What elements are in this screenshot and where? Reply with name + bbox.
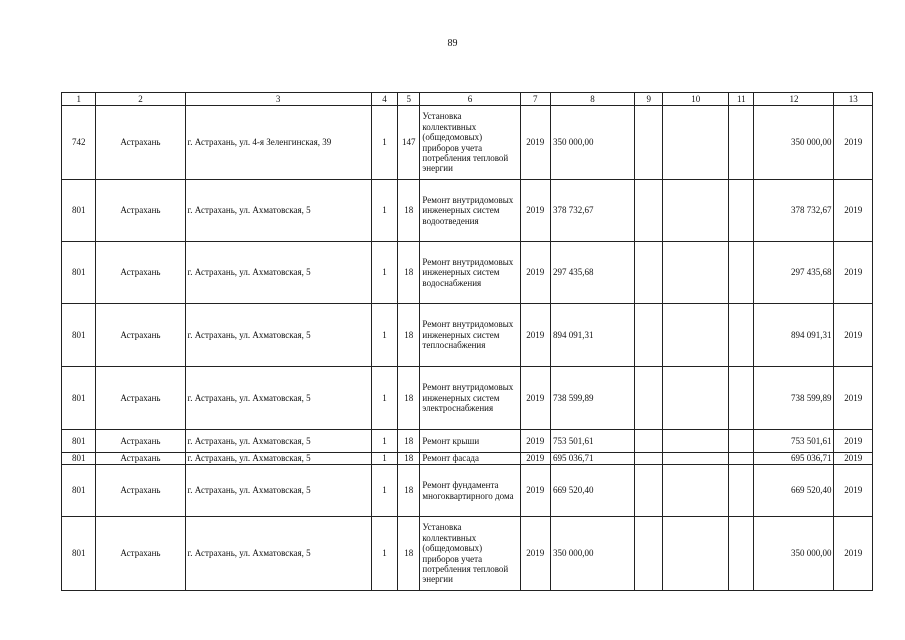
cost-cell: 350 000,00 <box>550 106 634 180</box>
work-type-cell: Ремонт внутридомовых инженерных систем водоотведения <box>420 180 520 242</box>
address-cell: г. Астрахань, ул. Ахматовская, 5 <box>185 180 371 242</box>
work-type-cell: Ремонт внутридомовых инженерных систем теплоснабжения <box>420 304 520 367</box>
col5-cell: 147 <box>398 106 420 180</box>
end-year-cell: 2019 <box>834 465 873 517</box>
table-row <box>62 242 873 304</box>
address-cell: г. Астрахань, ул. Ахматовская, 5 <box>185 242 371 304</box>
col11-cell <box>729 367 754 430</box>
column-header: 6 <box>420 93 520 106</box>
locality-cell: Астрахань <box>96 367 185 430</box>
table-row <box>62 430 873 453</box>
col4-cell: 1 <box>371 517 397 591</box>
row-number-cell: 801 <box>62 180 96 242</box>
row-number-cell: 801 <box>62 453 96 465</box>
end-year-cell: 2019 <box>834 242 873 304</box>
col4-cell: 1 <box>371 180 397 242</box>
table-row <box>62 304 873 367</box>
cost-cell: 894 091,31 <box>550 304 634 367</box>
year-cell: 2019 <box>520 517 550 591</box>
row-number-cell: 801 <box>62 430 96 453</box>
row-number-cell: 801 <box>62 242 96 304</box>
col5-cell: 18 <box>398 430 420 453</box>
work-type-cell: Установка коллективных (общедомовых) приборов учета потребления тепловой энергии <box>420 106 520 180</box>
row-number-cell: 801 <box>62 367 96 430</box>
address-cell: г. Астрахань, ул. 4-я Зеленгинская, 39 <box>185 106 371 180</box>
col5-cell: 18 <box>398 242 420 304</box>
col10-cell <box>663 106 729 180</box>
column-header: 4 <box>371 93 397 106</box>
col11-cell <box>729 430 754 453</box>
table-row <box>62 465 873 517</box>
col11-cell <box>729 106 754 180</box>
col4-cell: 1 <box>371 465 397 517</box>
col4-cell: 1 <box>371 367 397 430</box>
cost-cell: 695 036,71 <box>550 453 634 465</box>
year-cell: 2019 <box>520 430 550 453</box>
col5-cell: 18 <box>398 453 420 465</box>
row-number-cell: 801 <box>62 304 96 367</box>
year-cell: 2019 <box>520 106 550 180</box>
cost-cell: 753 501,61 <box>550 430 634 453</box>
column-number-row <box>62 93 873 106</box>
work-type-cell: Ремонт внутридомовых инженерных систем электроснабжения <box>420 367 520 430</box>
total-cost-cell: 669 520,40 <box>754 465 834 517</box>
col9-cell <box>635 242 663 304</box>
col9-cell <box>635 180 663 242</box>
col11-cell <box>729 465 754 517</box>
row-number-cell: 801 <box>62 517 96 591</box>
col4-cell: 1 <box>371 106 397 180</box>
work-type-cell: Ремонт фасада <box>420 453 520 465</box>
col10-cell <box>663 465 729 517</box>
cost-cell: 669 520,40 <box>550 465 634 517</box>
table-row <box>62 106 873 180</box>
end-year-cell: 2019 <box>834 367 873 430</box>
total-cost-cell: 350 000,00 <box>754 106 834 180</box>
column-header: 1 <box>62 93 96 106</box>
col10-cell <box>663 430 729 453</box>
end-year-cell: 2019 <box>834 517 873 591</box>
col11-cell <box>729 242 754 304</box>
col10-cell <box>663 367 729 430</box>
column-header: 9 <box>635 93 663 106</box>
col5-cell: 18 <box>398 465 420 517</box>
total-cost-cell: 894 091,31 <box>754 304 834 367</box>
end-year-cell: 2019 <box>834 453 873 465</box>
col11-cell <box>729 517 754 591</box>
col9-cell <box>635 453 663 465</box>
capital-repair-table <box>61 92 873 591</box>
end-year-cell: 2019 <box>834 106 873 180</box>
locality-cell: Астрахань <box>96 453 185 465</box>
col5-cell: 18 <box>398 180 420 242</box>
cost-cell: 350 000,00 <box>550 517 634 591</box>
address-cell: г. Астрахань, ул. Ахматовская, 5 <box>185 367 371 430</box>
year-cell: 2019 <box>520 304 550 367</box>
year-cell: 2019 <box>520 242 550 304</box>
row-number-cell: 742 <box>62 106 96 180</box>
column-header: 11 <box>729 93 754 106</box>
address-cell: г. Астрахань, ул. Ахматовская, 5 <box>185 453 371 465</box>
total-cost-cell: 738 599,89 <box>754 367 834 430</box>
table-row <box>62 180 873 242</box>
col5-cell: 18 <box>398 517 420 591</box>
col9-cell <box>635 430 663 453</box>
col10-cell <box>663 517 729 591</box>
col4-cell: 1 <box>371 242 397 304</box>
locality-cell: Астрахань <box>96 465 185 517</box>
col9-cell <box>635 517 663 591</box>
column-header: 3 <box>185 93 371 106</box>
total-cost-cell: 695 036,71 <box>754 453 834 465</box>
column-header: 5 <box>398 93 420 106</box>
cost-cell: 738 599,89 <box>550 367 634 430</box>
locality-cell: Астрахань <box>96 430 185 453</box>
year-cell: 2019 <box>520 367 550 430</box>
col5-cell: 18 <box>398 304 420 367</box>
address-cell: г. Астрахань, ул. Ахматовская, 5 <box>185 430 371 453</box>
total-cost-cell: 350 000,00 <box>754 517 834 591</box>
column-header: 10 <box>663 93 729 106</box>
year-cell: 2019 <box>520 180 550 242</box>
column-header: 8 <box>550 93 634 106</box>
work-type-cell: Ремонт внутридомовых инженерных систем водоснабжения <box>420 242 520 304</box>
locality-cell: Астрахань <box>96 517 185 591</box>
locality-cell: Астрахань <box>96 304 185 367</box>
work-type-cell: Ремонт крыши <box>420 430 520 453</box>
col10-cell <box>663 453 729 465</box>
col4-cell: 1 <box>371 430 397 453</box>
locality-cell: Астрахань <box>96 180 185 242</box>
column-header: 7 <box>520 93 550 106</box>
col11-cell <box>729 180 754 242</box>
table-body <box>62 106 873 591</box>
table-row <box>62 367 873 430</box>
col10-cell <box>663 304 729 367</box>
end-year-cell: 2019 <box>834 430 873 453</box>
end-year-cell: 2019 <box>834 304 873 367</box>
col4-cell: 1 <box>371 453 397 465</box>
col9-cell <box>635 367 663 430</box>
col10-cell <box>663 180 729 242</box>
col11-cell <box>729 453 754 465</box>
page-number: 89 <box>447 38 458 49</box>
column-header: 13 <box>834 93 873 106</box>
cost-cell: 378 732,67 <box>550 180 634 242</box>
address-cell: г. Астрахань, ул. Ахматовская, 5 <box>185 304 371 367</box>
locality-cell: Астрахань <box>96 242 185 304</box>
address-cell: г. Астрахань, ул. Ахматовская, 5 <box>185 517 371 591</box>
col9-cell <box>635 465 663 517</box>
col5-cell: 18 <box>398 367 420 430</box>
col9-cell <box>635 304 663 367</box>
year-cell: 2019 <box>520 453 550 465</box>
column-header: 12 <box>754 93 834 106</box>
column-header: 2 <box>96 93 185 106</box>
work-type-cell: Ремонт фундамента многоквартирного дома <box>420 465 520 517</box>
year-cell: 2019 <box>520 465 550 517</box>
total-cost-cell: 297 435,68 <box>754 242 834 304</box>
locality-cell: Астрахань <box>96 106 185 180</box>
table-row <box>62 517 873 591</box>
cost-cell: 297 435,68 <box>550 242 634 304</box>
col11-cell <box>729 304 754 367</box>
work-type-cell: Установка коллективных (общедомовых) приборов учета потребления тепловой энергии <box>420 517 520 591</box>
address-cell: г. Астрахань, ул. Ахматовская, 5 <box>185 465 371 517</box>
total-cost-cell: 753 501,61 <box>754 430 834 453</box>
table-row <box>62 453 873 465</box>
row-number-cell: 801 <box>62 465 96 517</box>
col4-cell: 1 <box>371 304 397 367</box>
col9-cell <box>635 106 663 180</box>
total-cost-cell: 378 732,67 <box>754 180 834 242</box>
end-year-cell: 2019 <box>834 180 873 242</box>
col10-cell <box>663 242 729 304</box>
